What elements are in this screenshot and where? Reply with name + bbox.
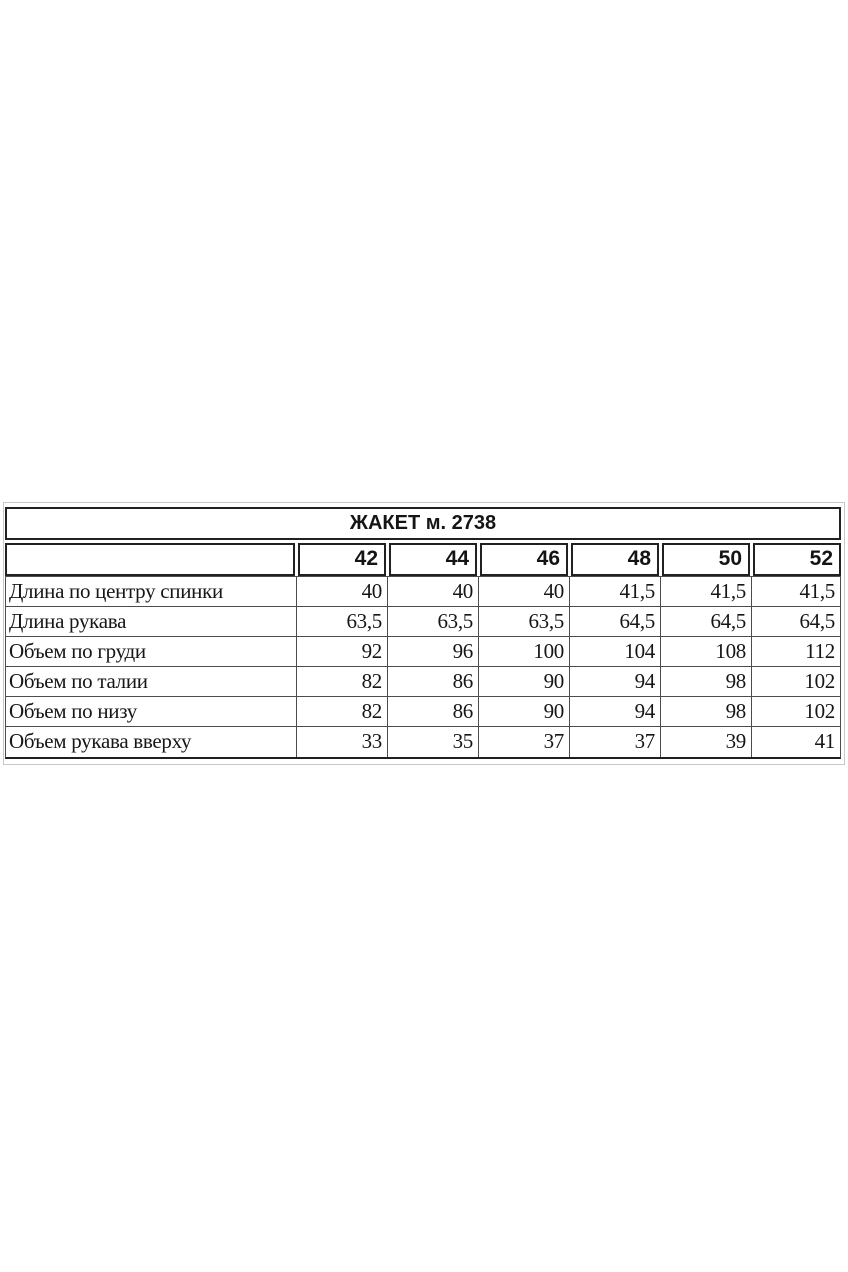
size-value-cell: 37 xyxy=(570,727,661,757)
size-value-cell: 63,5 xyxy=(388,607,479,636)
size-value-cell: 39 xyxy=(661,727,752,757)
table-row-back-length xyxy=(6,577,840,607)
size-value-cell: 102 xyxy=(804,699,835,723)
size-value-cell: 86 xyxy=(388,697,479,726)
size-value-cell: 90 xyxy=(479,667,570,696)
size-value-cell: 35 xyxy=(388,727,479,757)
measurement-label: Объем по талии xyxy=(6,667,297,696)
size-value-cell: 41,5 xyxy=(570,577,661,606)
size-value-cell: 98 xyxy=(661,697,752,726)
measurements-grid xyxy=(5,576,841,759)
size-value-cell: 94 xyxy=(570,697,661,726)
header-empty-cell xyxy=(5,543,295,576)
measurement-label: Длина по центру спинки xyxy=(6,577,297,606)
size-value-cell: 40 xyxy=(297,577,388,606)
size-column-header-50: 50 xyxy=(662,543,750,576)
size-value-cell: 64,5 xyxy=(661,607,752,636)
table-title: ЖАКЕТ м. 2738 xyxy=(349,512,497,534)
size-column-header-42: 42 xyxy=(298,543,386,576)
table-row-sleeve-length xyxy=(6,607,840,637)
size-value-cell: 100 xyxy=(479,637,570,666)
size-value-cell: 41,5 xyxy=(661,577,752,606)
size-value-cell: 96 xyxy=(388,637,479,666)
size-value-cell: 112 xyxy=(805,639,835,663)
size-value-cell: 102 xyxy=(804,669,835,693)
size-header-row xyxy=(5,543,841,576)
size-value-cell: 63,5 xyxy=(479,607,570,636)
table-row-chest xyxy=(6,637,840,667)
measurement-label: Объем рукава вверху xyxy=(6,727,297,757)
size-value-cell: 104 xyxy=(570,637,661,666)
table-title-cell xyxy=(5,507,841,540)
size-value-cell: 63,5 xyxy=(297,607,388,636)
table-row-hem xyxy=(6,697,840,727)
table-row-upper-sleeve xyxy=(6,727,840,757)
measurement-label: Длина рукава xyxy=(6,607,297,636)
size-value-cell: 82 xyxy=(297,697,388,726)
table-row-waist xyxy=(6,667,840,697)
size-value-cell: 86 xyxy=(388,667,479,696)
size-value-cell: 82 xyxy=(297,667,388,696)
measurement-label: Объем по низу xyxy=(6,697,297,726)
size-column-header-44: 44 xyxy=(389,543,477,576)
size-value-cell: 94 xyxy=(570,667,661,696)
size-value-cell: 37 xyxy=(479,727,570,757)
size-value-cell: 41,5 xyxy=(799,579,835,603)
size-value-cell: 40 xyxy=(479,577,570,606)
size-value-cell: 90 xyxy=(479,697,570,726)
size-column-header-46: 46 xyxy=(480,543,568,576)
size-column-header-52: 52 xyxy=(753,543,841,576)
measurement-label: Объем по груди xyxy=(6,637,297,666)
size-value-cell: 64,5 xyxy=(570,607,661,636)
size-value-cell: 108 xyxy=(661,637,752,666)
size-value-cell: 41 xyxy=(814,729,835,753)
size-value-cell: 64,5 xyxy=(799,609,835,633)
size-value-cell: 98 xyxy=(661,667,752,696)
size-column-header-48: 48 xyxy=(571,543,659,576)
size-value-cell: 92 xyxy=(297,637,388,666)
size-value-cell: 40 xyxy=(388,577,479,606)
size-value-cell: 33 xyxy=(297,727,388,757)
